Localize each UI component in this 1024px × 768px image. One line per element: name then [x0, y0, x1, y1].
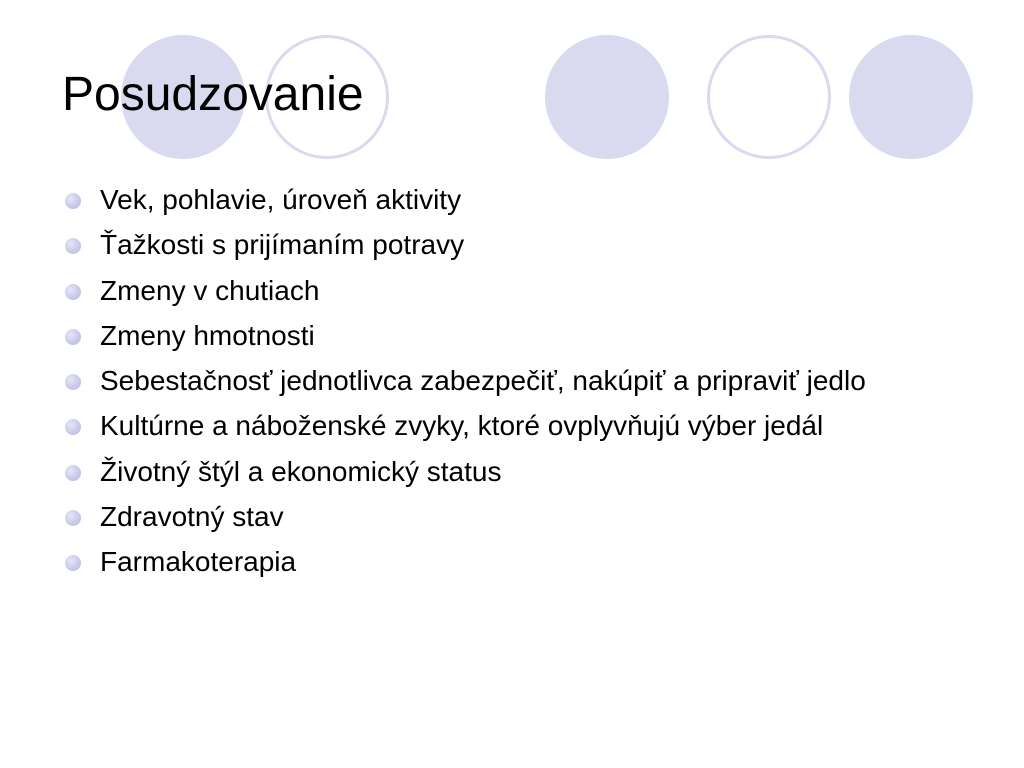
decorative-circle-filled: [849, 35, 973, 159]
bullet-text: Vek, pohlavie, úroveň aktivity: [100, 184, 462, 215]
bullet-dot-icon: [65, 510, 81, 526]
decorative-circle-outline: [707, 35, 831, 159]
bullet-text: Zdravotný stav: [100, 501, 284, 533]
bullet-item: [65, 500, 965, 534]
bullet-dot-icon: [65, 555, 81, 571]
bullet-dot-icon: [65, 419, 81, 435]
bullet-dot-icon: [65, 238, 81, 254]
bullet-dot-icon: [65, 284, 81, 300]
bullet-text: Kultúrne a náboženské zvyky, ktoré ovplyvňujú výber jedál: [100, 410, 824, 442]
bullet-dot-icon: [65, 374, 81, 390]
bullet-text: Farmakoterapia: [100, 546, 297, 578]
bullet-item: [65, 409, 965, 443]
bullet-text: Sebestačnosť jednotlivca zabezpečiť, nakúpiť a pripraviť jedlo: [100, 365, 866, 397]
bullet-item: [65, 319, 965, 353]
bullet-item: [65, 228, 965, 262]
bullet-item: [65, 183, 965, 217]
bullet-item: [65, 274, 965, 308]
bullet-text: Životný štýl a ekonomický status: [100, 455, 502, 487]
bullet-item: [65, 455, 965, 489]
bullet-dot-icon: [65, 329, 81, 345]
bullet-list: [65, 183, 965, 591]
bullet-dot-icon: [65, 193, 81, 209]
slide-title: Posudzovanie: [62, 68, 364, 121]
bullet-text: Zmeny hmotnosti: [100, 319, 315, 351]
bullet-dot-icon: [65, 465, 81, 481]
bullet-text: Ťažkosti s prijímaním potravy: [100, 229, 465, 261]
bullet-item: [65, 364, 965, 398]
decorative-circle-filled: [545, 35, 669, 159]
bullet-text: Zmeny v chutiach: [100, 274, 320, 306]
bullet-item: [65, 545, 965, 579]
